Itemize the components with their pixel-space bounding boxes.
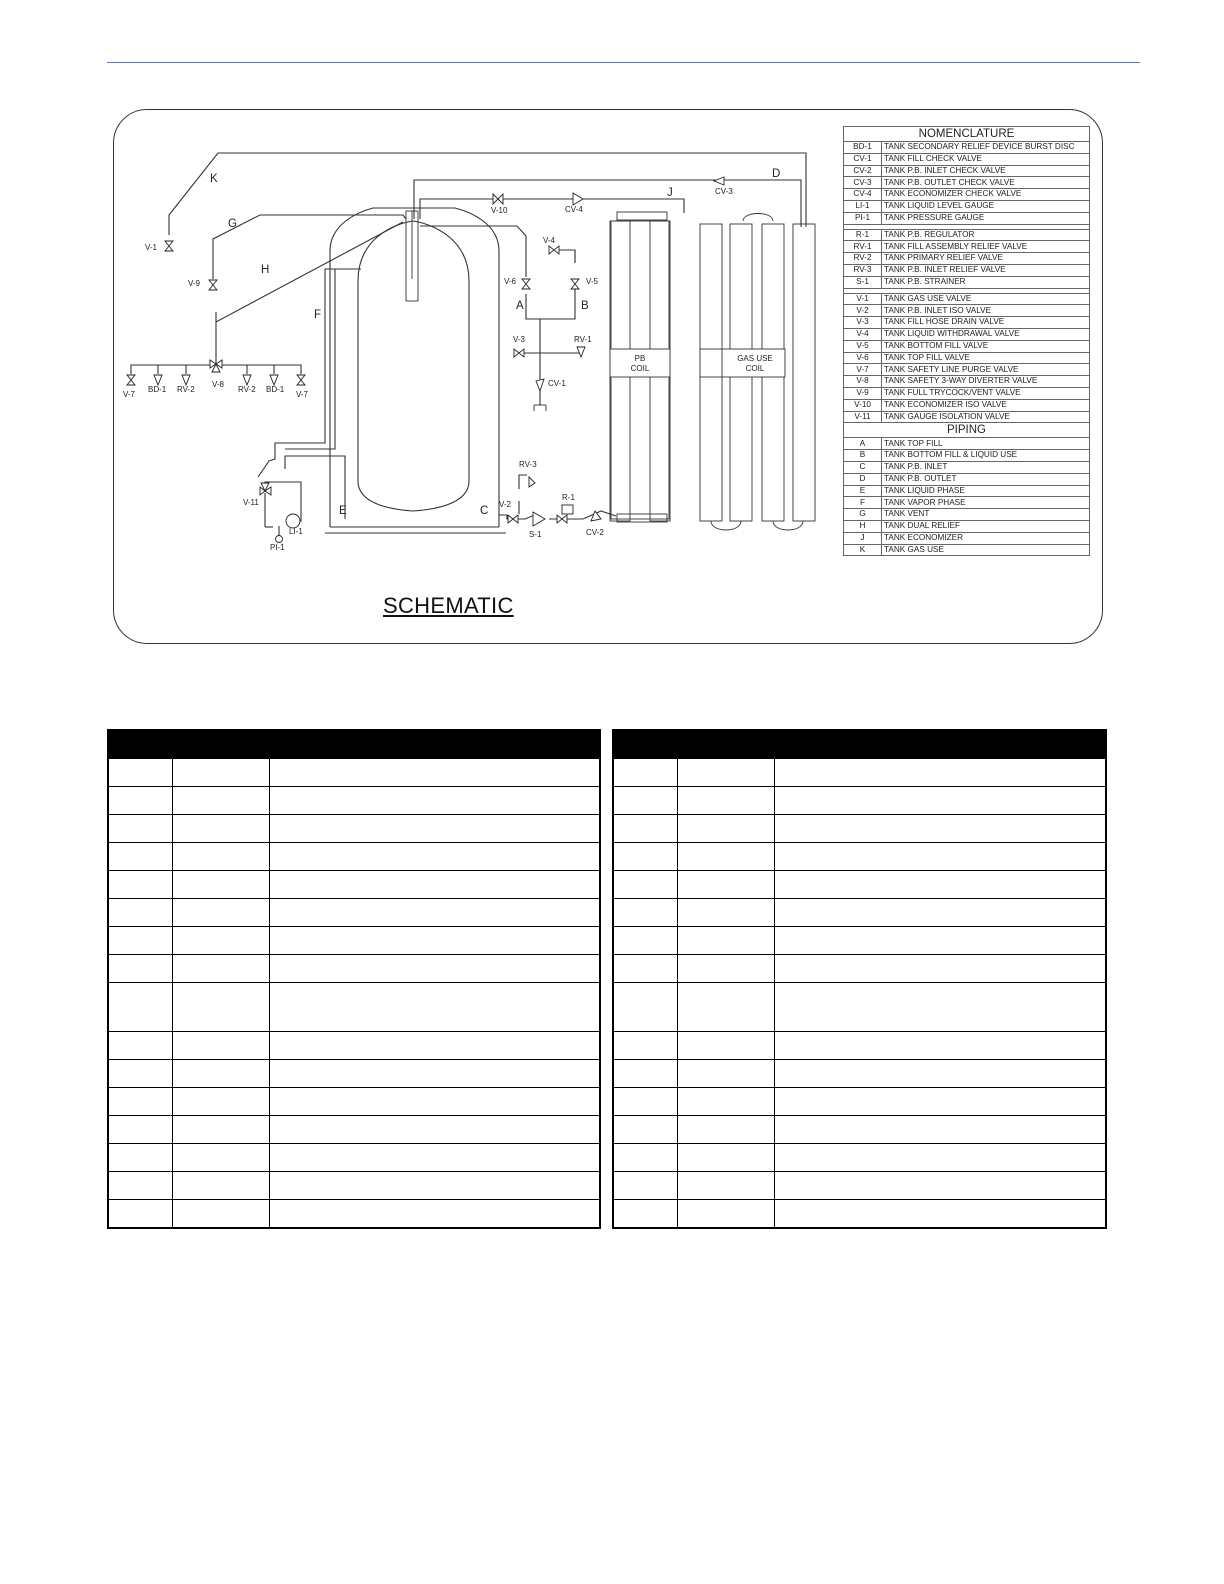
- legend-description: TANK FILL ASSEMBLY RELIEF VALVE: [882, 241, 1090, 253]
- legend-description: TANK VAPOR PHASE: [882, 497, 1090, 509]
- legend-row: [844, 305, 1090, 317]
- legend-code: S-1: [844, 276, 882, 288]
- legend-code: R-1: [844, 229, 882, 241]
- table-cell: [775, 1116, 1107, 1144]
- legend-code: CV-4: [844, 189, 882, 201]
- table-cell: [613, 843, 678, 871]
- legend-row: [844, 264, 1090, 276]
- table-cell: [775, 1172, 1107, 1200]
- legend-code: A: [844, 438, 882, 450]
- pipe-label-g: G: [228, 218, 237, 230]
- legend-code: C: [844, 461, 882, 473]
- table-cell: [678, 899, 775, 927]
- legend-row: [844, 189, 1090, 201]
- table-row: [613, 843, 1106, 871]
- label-v7-right: V-7: [296, 390, 309, 399]
- table-cell: [270, 1144, 601, 1172]
- legend-row: [844, 352, 1090, 364]
- table-cell: [775, 1032, 1107, 1060]
- legend-row: [844, 317, 1090, 329]
- piping-labels: [210, 168, 780, 517]
- table-cell: [613, 1200, 678, 1229]
- table-row: [108, 1200, 600, 1229]
- table-cell: [173, 927, 270, 955]
- legend-row: [844, 532, 1090, 544]
- legend-code: K: [844, 544, 882, 556]
- table-cell: [775, 1144, 1107, 1172]
- table-cell: [613, 1060, 678, 1088]
- table-cell: [678, 843, 775, 871]
- table-cell: [613, 899, 678, 927]
- table-row: [613, 759, 1106, 787]
- legend-row: [844, 509, 1090, 521]
- legend-row: [844, 165, 1090, 177]
- legend-row: [844, 241, 1090, 253]
- table-row: [108, 1144, 600, 1172]
- legend-description: TANK SECONDARY RELIEF DEVICE BURST DISC: [882, 142, 1090, 154]
- table-cell: [108, 955, 173, 983]
- label-cv3: CV-3: [715, 187, 733, 196]
- legend-code: V-4: [844, 328, 882, 340]
- legend-code: V-5: [844, 340, 882, 352]
- legend-description: TANK LIQUID LEVEL GAUGE: [882, 200, 1090, 212]
- table-cell: [775, 983, 1107, 1032]
- table-cell: [678, 983, 775, 1032]
- label-rv1: RV-1: [574, 335, 592, 344]
- table-row: [108, 759, 600, 787]
- table-row: [613, 1200, 1106, 1229]
- table-cell: [775, 759, 1107, 787]
- table-row: [108, 1088, 600, 1116]
- label-s1: S-1: [529, 530, 542, 539]
- pb-coil-label-2: COIL: [630, 364, 650, 373]
- table-cell: [613, 815, 678, 843]
- table-row: [613, 871, 1106, 899]
- legend-row: [844, 520, 1090, 532]
- table-cell: [108, 1060, 173, 1088]
- table-cell: [613, 983, 678, 1032]
- table-cell: [270, 1060, 601, 1088]
- table-row: [108, 787, 600, 815]
- legend-description: TANK TOP FILL: [882, 438, 1090, 450]
- schematic-title: SCHEMATIC: [383, 593, 514, 618]
- legend-row: [844, 293, 1090, 305]
- gas-coil-label-1: GAS USE: [737, 354, 773, 363]
- table-cell: [613, 955, 678, 983]
- cv1-drain: [534, 405, 546, 411]
- legend-code: G: [844, 509, 882, 521]
- legend-code: V-6: [844, 352, 882, 364]
- table-cell: [678, 1172, 775, 1200]
- table-cell: [173, 1088, 270, 1116]
- table-cell: [173, 759, 270, 787]
- label-v5: V-5: [586, 277, 599, 286]
- table-cell: [775, 899, 1107, 927]
- label-bd1-left: BD-1: [148, 385, 167, 394]
- table-row: [613, 1032, 1106, 1060]
- pipe-label-e: E: [339, 505, 347, 517]
- table-row: [108, 1032, 600, 1060]
- table-cell: [173, 815, 270, 843]
- legend-code: RV-1: [844, 241, 882, 253]
- table-row: [613, 899, 1106, 927]
- table-cell: [270, 1116, 601, 1144]
- table-cell: [173, 1144, 270, 1172]
- table-cell: [678, 759, 775, 787]
- table-row: [613, 927, 1106, 955]
- legend-code: CV-1: [844, 153, 882, 165]
- legend-description: TANK GAS USE: [882, 544, 1090, 556]
- table-row: [108, 871, 600, 899]
- table-row: [108, 1060, 600, 1088]
- table-row: [613, 1144, 1106, 1172]
- table-cell: [775, 787, 1107, 815]
- table-cell: [613, 927, 678, 955]
- legend-description: TANK SAFETY LINE PURGE VALVE: [882, 364, 1090, 376]
- table-cell: [270, 1032, 601, 1060]
- table-row: [613, 1172, 1106, 1200]
- table-cell: [108, 1032, 173, 1060]
- pipe-label-c: C: [480, 505, 489, 517]
- table-cell: [270, 1172, 601, 1200]
- header-rule: [107, 62, 1140, 63]
- table-cell: [678, 787, 775, 815]
- table-cell: [108, 787, 173, 815]
- table-cell: [108, 899, 173, 927]
- table-cell: [108, 871, 173, 899]
- legend-row: [844, 461, 1090, 473]
- table-cell: [613, 787, 678, 815]
- label-cv1: CV-1: [548, 379, 566, 388]
- table-cell: [173, 787, 270, 815]
- table-row: [613, 983, 1106, 1032]
- legend-row: [844, 544, 1090, 556]
- pipe-label-d: D: [772, 168, 781, 180]
- label-cv4: CV-4: [565, 205, 583, 214]
- legend-code: H: [844, 520, 882, 532]
- legend-description: TANK FULL TRYCOCK/VENT VALVE: [882, 387, 1090, 399]
- label-v8: V-8: [212, 380, 225, 389]
- legend-description: TANK LIQUID PHASE: [882, 485, 1090, 497]
- legend-code: V-3: [844, 317, 882, 329]
- legend-row: [844, 438, 1090, 450]
- label-v9: V-9: [188, 279, 201, 288]
- nomenclature-title: NOMENCLATURE: [844, 127, 1090, 142]
- legend-description: TANK LIQUID WITHDRAWAL VALVE: [882, 328, 1090, 340]
- legend-description: TANK TOP FILL VALVE: [882, 352, 1090, 364]
- table-cell: [613, 1088, 678, 1116]
- pipe-label-j: J: [667, 187, 673, 199]
- legend-row: [844, 450, 1090, 462]
- legend-code: V-1: [844, 293, 882, 305]
- legend-code: F: [844, 497, 882, 509]
- table-row: [613, 1060, 1106, 1088]
- label-v4: V-4: [543, 236, 556, 245]
- label-r1: R-1: [562, 493, 575, 502]
- table-cell: [775, 1088, 1107, 1116]
- table-cell: [270, 983, 601, 1032]
- table-row: [108, 955, 600, 983]
- legend-description: TANK SAFETY 3-WAY DIVERTER VALVE: [882, 376, 1090, 388]
- table-cell: [173, 1200, 270, 1229]
- table-cell: [173, 871, 270, 899]
- pipe-label-f: F: [314, 309, 322, 321]
- pipe-label-k: K: [210, 173, 218, 185]
- table-cell: [678, 955, 775, 983]
- table-cell: [108, 759, 173, 787]
- table-cell: [173, 955, 270, 983]
- legend-row: [844, 387, 1090, 399]
- legend-row: [844, 229, 1090, 241]
- label-v1: V-1: [145, 243, 158, 252]
- table-cell: [270, 927, 601, 955]
- table-cell: [270, 843, 601, 871]
- table-cell: [613, 871, 678, 899]
- tank: [325, 208, 506, 533]
- table-cell: [613, 1144, 678, 1172]
- table-cell: [108, 1172, 173, 1200]
- legend-code: PI-1: [844, 212, 882, 224]
- label-rv3: RV-3: [519, 460, 537, 469]
- legend-row: [844, 411, 1090, 423]
- table-cell: [270, 815, 601, 843]
- legend-code: V-10: [844, 399, 882, 411]
- table-row: [613, 955, 1106, 983]
- table-cell: [678, 1144, 775, 1172]
- legend-row: [844, 142, 1090, 154]
- legend-code: V-7: [844, 364, 882, 376]
- legend-row: [844, 328, 1090, 340]
- table-cell: [678, 1116, 775, 1144]
- legend-code: V-8: [844, 376, 882, 388]
- legend-row: [844, 153, 1090, 165]
- table-cell: [678, 927, 775, 955]
- table-row: [108, 927, 600, 955]
- table-cell: [108, 983, 173, 1032]
- table-row: [108, 843, 600, 871]
- table-cell: [173, 1060, 270, 1088]
- legend-code: CV-2: [844, 165, 882, 177]
- table-cell: [108, 1088, 173, 1116]
- legend-description: TANK P.B. INLET CHECK VALVE: [882, 165, 1090, 177]
- label-v2: V-2: [499, 500, 512, 509]
- legend-code: J: [844, 532, 882, 544]
- label-v3: V-3: [513, 335, 526, 344]
- table-cell: [173, 899, 270, 927]
- legend-description: TANK PRESSURE GAUGE: [882, 212, 1090, 224]
- legend-description: TANK FILL HOSE DRAIN VALVE: [882, 317, 1090, 329]
- label-v11: V-11: [243, 498, 259, 507]
- legend-code: V-2: [844, 305, 882, 317]
- table-cell: [775, 927, 1107, 955]
- piping-title: PIPING: [844, 423, 1090, 438]
- pipe-label-a: A: [516, 300, 524, 312]
- table-row: [108, 1172, 600, 1200]
- table-cell: [270, 899, 601, 927]
- table-cell: [678, 815, 775, 843]
- table-cell: [270, 871, 601, 899]
- legend-description: TANK P.B. INLET ISO VALVE: [882, 305, 1090, 317]
- legend-description: TANK ECONOMIZER ISO VALVE: [882, 399, 1090, 411]
- legend-description: TANK ECONOMIZER CHECK VALVE: [882, 189, 1090, 201]
- legend-code: V-11: [844, 411, 882, 423]
- table-row: [108, 983, 600, 1032]
- label-v10: V-10: [491, 206, 508, 215]
- checklist-table-right: [612, 729, 1107, 1229]
- table-cell: [775, 1200, 1107, 1229]
- pb-coil-label-1: PB: [634, 354, 646, 363]
- label-cv2: CV-2: [586, 528, 604, 537]
- table-cell: [173, 1116, 270, 1144]
- table-cell: [613, 1116, 678, 1144]
- table-cell: [678, 1088, 775, 1116]
- legend-description: TANK P.B. OUTLET CHECK VALVE: [882, 177, 1090, 189]
- legend-code: LI-1: [844, 200, 882, 212]
- legend-description: TANK BOTTOM FILL VALVE: [882, 340, 1090, 352]
- table-row: [613, 787, 1106, 815]
- legend-code: RV-2: [844, 253, 882, 265]
- table-row: [108, 899, 600, 927]
- table-row: [613, 1088, 1106, 1116]
- legend-description: TANK P.B. REGULATOR: [882, 229, 1090, 241]
- legend-row: [844, 340, 1090, 352]
- legend-code: CV-3: [844, 177, 882, 189]
- nomenclature-legend: [843, 126, 1090, 556]
- table-row: [613, 1116, 1106, 1144]
- legend-row: [844, 376, 1090, 388]
- legend-row: [844, 253, 1090, 265]
- table-cell: [775, 871, 1107, 899]
- table-cell: [108, 1200, 173, 1229]
- legend-description: TANK DUAL RELIEF: [882, 520, 1090, 532]
- legend-code: B: [844, 450, 882, 462]
- legend-row: [844, 276, 1090, 288]
- table-cell: [678, 1060, 775, 1088]
- label-rv2-right: RV-2: [238, 385, 256, 394]
- table-cell: [613, 759, 678, 787]
- legend-row: [844, 399, 1090, 411]
- legend-description: TANK PRIMARY RELIEF VALVE: [882, 253, 1090, 265]
- legend-row: [844, 364, 1090, 376]
- table-cell: [108, 1144, 173, 1172]
- table-row: [108, 815, 600, 843]
- table-cell: [775, 955, 1107, 983]
- table-row: [613, 815, 1106, 843]
- checklist-table-left: [107, 729, 601, 1229]
- table-cell: [173, 983, 270, 1032]
- gas-coil-label-2: COIL: [745, 364, 765, 373]
- legend-code: BD-1: [844, 142, 882, 154]
- legend-description: TANK VENT: [882, 509, 1090, 521]
- table-cell: [775, 1060, 1107, 1088]
- label-v7-left: V-7: [123, 390, 136, 399]
- label-li1: LI-1: [289, 527, 303, 536]
- table-cell: [108, 1116, 173, 1144]
- label-bd1-right: BD-1: [266, 385, 285, 394]
- legend-row: [844, 473, 1090, 485]
- legend-description: TANK P.B. INLET RELIEF VALVE: [882, 264, 1090, 276]
- legend-code: RV-3: [844, 264, 882, 276]
- legend-row: [844, 177, 1090, 189]
- legend-code: E: [844, 485, 882, 497]
- table-cell: [108, 927, 173, 955]
- legend-description: TANK GAS USE VALVE: [882, 293, 1090, 305]
- legend-row: [844, 485, 1090, 497]
- table-cell: [678, 1200, 775, 1229]
- legend-description: TANK P.B. OUTLET: [882, 473, 1090, 485]
- legend-code: V-9: [844, 387, 882, 399]
- table-cell: [108, 843, 173, 871]
- legend-description: TANK ECONOMIZER: [882, 532, 1090, 544]
- table-cell: [775, 843, 1107, 871]
- legend-description: TANK P.B. STRAINER: [882, 276, 1090, 288]
- legend-description: TANK GAUGE ISOLATION VALVE: [882, 411, 1090, 423]
- legend-code: D: [844, 473, 882, 485]
- table-cell: [678, 871, 775, 899]
- table-cell: [270, 1088, 601, 1116]
- table-cell: [173, 1172, 270, 1200]
- pipe-label-b: B: [581, 300, 589, 312]
- table-cell: [613, 1032, 678, 1060]
- label-v6: V-6: [504, 277, 517, 286]
- table-cell: [678, 1032, 775, 1060]
- table-cell: [775, 815, 1107, 843]
- table-row: [108, 1116, 600, 1144]
- label-rv2-left: RV-2: [177, 385, 195, 394]
- table-cell: [270, 787, 601, 815]
- legend-row: [844, 212, 1090, 224]
- legend-description: TANK P.B. INLET: [882, 461, 1090, 473]
- table-cell: [108, 815, 173, 843]
- table-cell: [270, 759, 601, 787]
- table-cell: [270, 1200, 601, 1229]
- legend-description: TANK BOTTOM FILL & LIQUID USE: [882, 450, 1090, 462]
- table-cell: [270, 955, 601, 983]
- table-cell: [173, 1032, 270, 1060]
- legend-row: [844, 200, 1090, 212]
- label-pi1: PI-1: [270, 543, 285, 552]
- legend-description: TANK FILL CHECK VALVE: [882, 153, 1090, 165]
- table-cell: [173, 843, 270, 871]
- legend-row: [844, 497, 1090, 509]
- pipe-label-h: H: [261, 264, 270, 276]
- table-cell: [613, 1172, 678, 1200]
